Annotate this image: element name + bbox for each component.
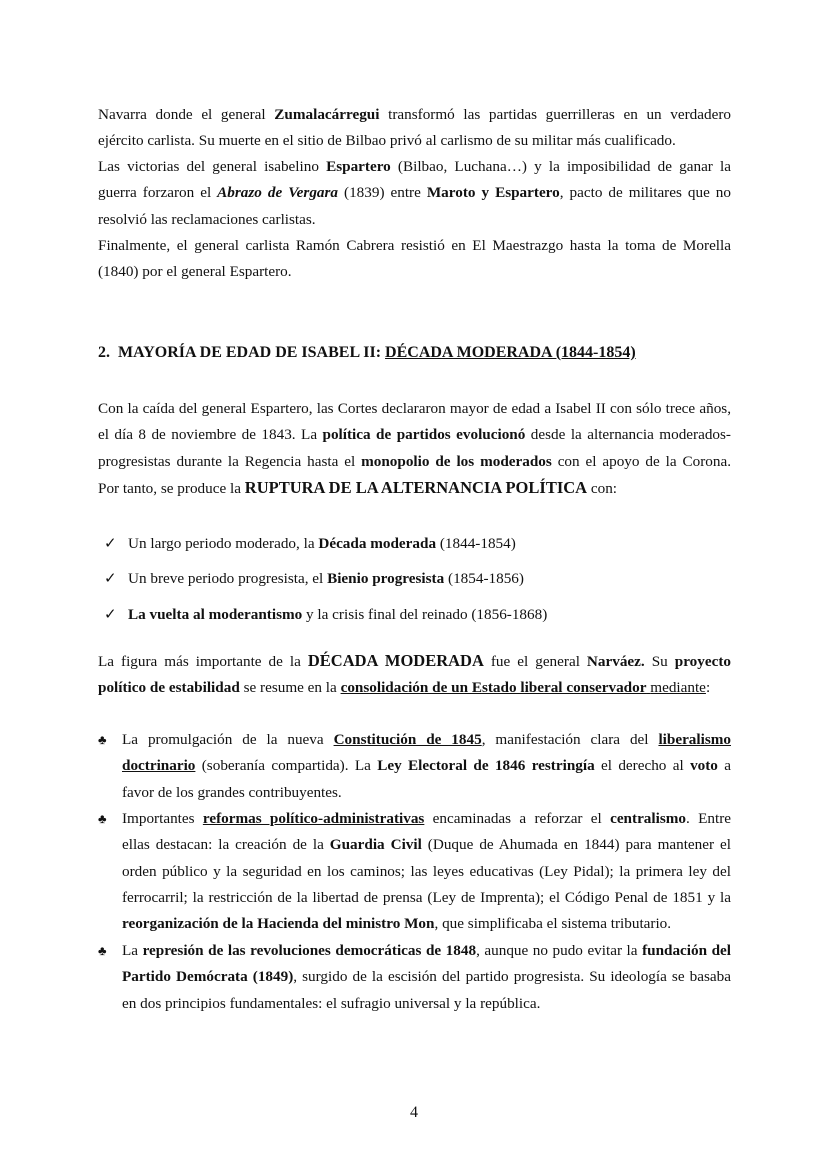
checkmark-icon: ✓ (104, 535, 117, 552)
checklist-item: ✓ Un largo periodo moderado, la Década moderada (1844-1854) (104, 532, 516, 556)
intro-paragraph-1: Navarra donde el general Zumalacárregui transformó las partidas guerrilleras en un verdadero ejército carlista. Su muerte en el sitio de Bilbao privó al carlismo de su militar más cualificado. (98, 106, 731, 150)
intro-paragraph-3: Finalmente, el general carlista Ramón Cabrera resistió en El Maestrazgo hasta la toma de Morella (1840) por el general Espartero. (98, 237, 731, 281)
page-number: 4 (410, 1104, 418, 1121)
section-heading: 2. MAYORÍA DE EDAD DE ISABEL II: DÉCADA MODERADA (1844-1854) (98, 344, 636, 361)
checkmark-icon: ✓ (104, 606, 117, 623)
intro-paragraph-2: Las victorias del general isabelino Espartero (Bilbao, Luchana…) y la imposibilidad de ganar la guerra forzaron el Abrazo de Vergara (1839) entre Maroto y Espartero, pacto de militares que no resolvió las reclamaciones carlistas. (98, 158, 731, 228)
checklist-item: ✓ Un breve periodo progresista, el Bienio progresista (1854-1856) (104, 567, 524, 591)
bullet-item: ♣ Importantes reformas político-administrativas encaminadas a reforzar el centralismo. Entre ellas destacan: la creación de la Guardia Civil (Duque de Ahumada en 1844) para mantener el orden público y la seguridad en los caminos; las leyes educativas (Ley Pidal); la primera ley del ferrocarril; la restricción de la libertad de prensa (Ley de Imprenta); el Código Penal de 1851 y la reorganización de la Hacienda del ministro Mon, que simplificaba el sistema tributario. (98, 806, 731, 937)
club-bullet-icon: ♣ (98, 943, 107, 958)
club-bullet-icon: ♣ (98, 732, 107, 747)
section-paragraph-2: La figura más importante de la DÉCADA MODERADA fue el general Narváez. Su proyecto político de estabilidad se resume en la consolidación de un Estado liberal conservador mediante: (98, 651, 731, 697)
checkmark-icon: ✓ (104, 570, 117, 587)
bullet-item: ♣ La represión de las revoluciones democráticas de 1848, aunque no pudo evitar la fundación del Partido Demócrata (1849), surgido de la escisión del partido progresista. Su ideología se basaba en dos principios fundamentales: el sufragio universal y la república. (98, 938, 731, 1017)
club-bullet-icon: ♣ (98, 811, 107, 826)
bullet-item: ♣ La promulgación de la nueva Constitución de 1845, manifestación clara del liberalismo doctrinario (soberanía compartida). La Ley Electoral de 1846 restringía el derecho al voto a favor de los grandes contribuyentes. (98, 727, 731, 806)
checklist-item: ✓ La vuelta al moderantismo y la crisis final del reinado (1856-1868) (104, 603, 547, 627)
section-paragraph-1: Con la caída del general Espartero, las Cortes declararon mayor de edad a Isabel II con sólo trece años, el día 8 de noviembre de 1843. La política de partidos evolucionó desde la alternancia moderados- progresistas durante la Regencia hasta el monopolio de los moderados con el apoyo de la Corona. Por tanto, se produce la RUPTURA DE LA ALTERNANCIA POLÍTICA con: (98, 400, 731, 497)
